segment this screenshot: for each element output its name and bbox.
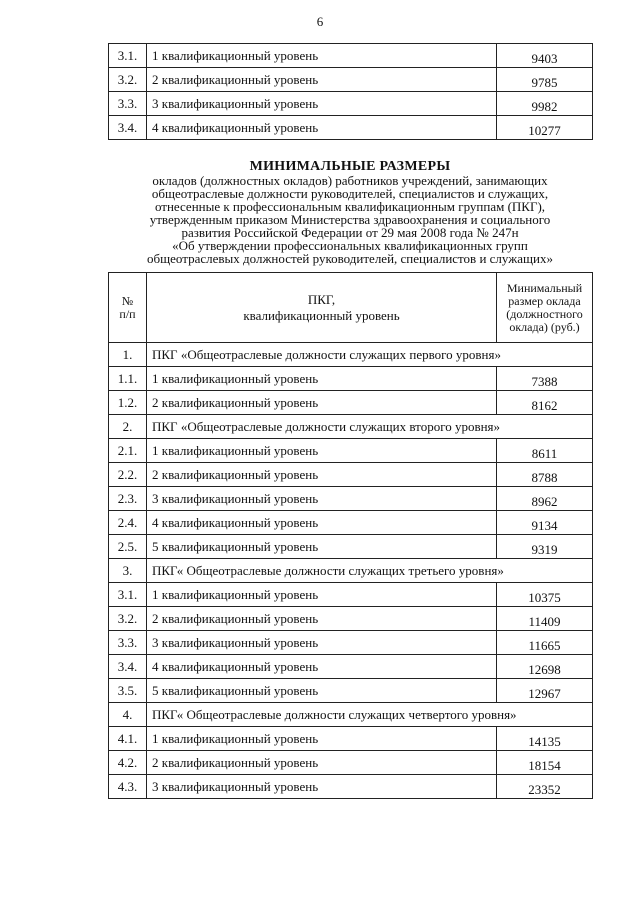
continued-salary-table-body: [109, 44, 593, 140]
salary-value: 11665: [497, 631, 593, 655]
row-number: 4.1.: [109, 727, 147, 751]
qualification-level: 2 квалификационный уровень: [147, 607, 497, 631]
qualification-level: 3 квалификационный уровень: [147, 92, 497, 116]
row-number: 3.4.: [109, 116, 147, 140]
heading-line: окладов (должностных окладов) работников учреждений, занимающих: [152, 173, 548, 188]
qualification-level: 5 квалификационный уровень: [147, 535, 497, 559]
qualification-level: 2 квалификационный уровень: [147, 751, 497, 775]
qualification-level: 3 квалификационный уровень: [147, 631, 497, 655]
group-number: 2.: [109, 415, 147, 439]
table-header-row: [109, 273, 593, 343]
group-row: [109, 703, 593, 727]
row-number: 3.5.: [109, 679, 147, 703]
qualification-level: 1 квалификационный уровень: [147, 367, 497, 391]
table-row: [109, 116, 593, 140]
salary-value: 18154: [497, 751, 593, 775]
header-salary-line: (должностного: [506, 306, 583, 321]
row-number: 3.4.: [109, 655, 147, 679]
row-number: 3.2.: [109, 68, 147, 92]
table-row: [109, 679, 593, 703]
header-level-column: [147, 273, 497, 343]
salary-value: 23352: [497, 775, 593, 799]
table-row: [109, 607, 593, 631]
table-row: [109, 775, 593, 799]
qualification-level: 4 квалификационный уровень: [147, 511, 497, 535]
qualification-level: 1 квалификационный уровень: [147, 727, 497, 751]
row-number: 2.5.: [109, 535, 147, 559]
header-level-label: ПКГ,: [307, 291, 336, 307]
row-number: 2.3.: [109, 487, 147, 511]
qualification-level: 1 квалификационный уровень: [147, 583, 497, 607]
header-level-sublabel: квалификационный уровень: [243, 307, 400, 323]
group-row: [109, 559, 593, 583]
salary-value: 12967: [497, 679, 593, 703]
row-number: 3.3.: [109, 92, 147, 116]
heading-line: общеотраслевых должностей руководителей, специалистов и служащих»: [147, 251, 553, 266]
salary-value: 8611: [497, 439, 593, 463]
group-title: ПКГ «Общеотраслевые должности служащих первого уровня»: [147, 343, 593, 367]
salary-value: 10375: [497, 583, 593, 607]
row-number: 3.2.: [109, 607, 147, 631]
header-number-label: №: [121, 293, 134, 308]
qualification-level: 4 квалификационный уровень: [147, 655, 497, 679]
table-row: [109, 463, 593, 487]
row-number: 2.1.: [109, 439, 147, 463]
salary-value: 12698: [497, 655, 593, 679]
table-row: [109, 511, 593, 535]
heading-line: развития Российской Федерации от 29 мая 2008 года № 247н: [181, 225, 519, 240]
table-row: [109, 391, 593, 415]
header-salary-line: размер оклада: [508, 293, 581, 308]
document-heading: [108, 160, 592, 265]
row-number: 4.2.: [109, 751, 147, 775]
group-number: 4.: [109, 703, 147, 727]
qualification-level: 1 квалификационный уровень: [147, 44, 497, 68]
qualification-level: 3 квалификационный уровень: [147, 775, 497, 799]
heading-line: утвержденным приказом Министерства здравоохранения и социального: [149, 212, 551, 227]
qualification-level: 2 квалификационный уровень: [147, 391, 497, 415]
row-number: 3.1.: [109, 44, 147, 68]
header-salary-line: Минимальный: [506, 280, 583, 295]
minimum-salary-table: [108, 272, 593, 799]
table-row: [109, 439, 593, 463]
salary-value: 10277: [497, 116, 593, 140]
table-row: [109, 68, 593, 92]
heading-line: общеотраслевые должности руководителей, специалистов и служащих,: [151, 186, 549, 201]
salary-value: 8788: [497, 463, 593, 487]
row-number: 1.1.: [109, 367, 147, 391]
header-number-column: [109, 273, 147, 343]
group-title: ПКГ« Общеотраслевые должности служащих третьего уровня»: [147, 559, 593, 583]
salary-value: 9134: [497, 511, 593, 535]
salary-value: 9982: [497, 92, 593, 116]
heading-line: «Об утверждении профессиональных квалификационных групп: [172, 238, 528, 253]
table-row: [109, 655, 593, 679]
minimum-salary-table-body: [109, 343, 593, 799]
header-number-sublabel: п/п: [119, 306, 136, 321]
salary-value: 9785: [497, 68, 593, 92]
qualification-level: 2 квалификационный уровень: [147, 68, 497, 92]
salary-value: 7388: [497, 367, 593, 391]
row-number: 1.2.: [109, 391, 147, 415]
page-number: 6: [316, 14, 324, 29]
group-number: 3.: [109, 559, 147, 583]
qualification-level: 1 квалификационный уровень: [147, 439, 497, 463]
group-number: 1.: [109, 343, 147, 367]
qualification-level: 2 квалификационный уровень: [147, 463, 497, 487]
salary-value: 9319: [497, 535, 593, 559]
qualification-level: 4 квалификационный уровень: [147, 116, 497, 140]
qualification-level: 3 квалификационный уровень: [147, 487, 497, 511]
header-salary-column: [497, 273, 593, 343]
table-row: [109, 727, 593, 751]
group-row: [109, 343, 593, 367]
salary-value: 9403: [497, 44, 593, 68]
row-number: 4.3.: [109, 775, 147, 799]
table-row: [109, 92, 593, 116]
row-number: 3.3.: [109, 631, 147, 655]
row-number: 2.4.: [109, 511, 147, 535]
table-row: [109, 583, 593, 607]
table-row: [109, 367, 593, 391]
salary-value: 14135: [497, 727, 593, 751]
table-row: [109, 535, 593, 559]
table-row: [109, 487, 593, 511]
heading-line: отнесенные к профессиональным квалификационным группам (ПКГ),: [154, 199, 546, 214]
row-number: 2.2.: [109, 463, 147, 487]
salary-value: 8162: [497, 391, 593, 415]
salary-value: 8962: [497, 487, 593, 511]
table-row: [109, 44, 593, 68]
continued-salary-table: [108, 43, 593, 140]
group-title: ПКГ «Общеотраслевые должности служащих второго уровня»: [147, 415, 593, 439]
group-title: ПКГ« Общеотраслевые должности служащих четвертого уровня»: [147, 703, 593, 727]
row-number: 3.1.: [109, 583, 147, 607]
salary-value: 11409: [497, 607, 593, 631]
table-row: [109, 751, 593, 775]
header-salary-line: оклада) (руб.): [509, 319, 580, 334]
group-row: [109, 415, 593, 439]
qualification-level: 5 квалификационный уровень: [147, 679, 497, 703]
heading-title: МИНИМАЛЬНЫЕ РАЗМЕРЫ: [249, 159, 451, 174]
table-row: [109, 631, 593, 655]
